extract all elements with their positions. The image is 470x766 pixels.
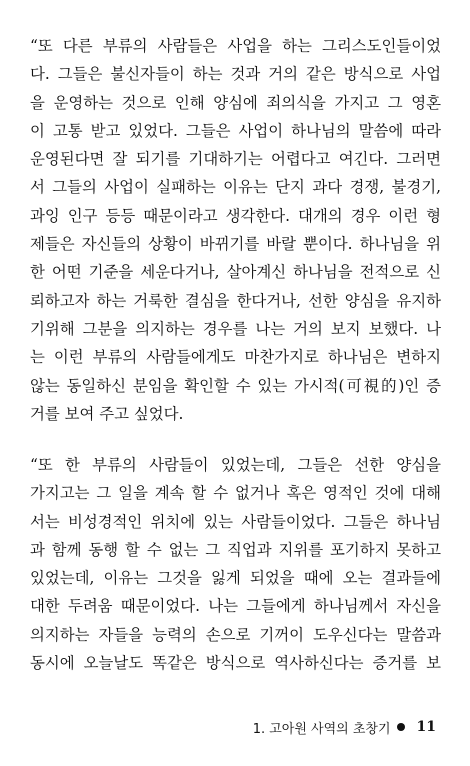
text-line: 제들은 자신들의 상황이 바뀌기를 바랄 뿐이다. 하나님을 위	[30, 235, 441, 254]
text-line: 가지고는 그 일을 계속 할 수 없거나 혹은 영적인 것에 대해	[30, 484, 441, 503]
page-footer	[253, 716, 436, 738]
text-line: 서 그들의 사업이 실패하는 이유는 단지 과다 경쟁, 불경기,	[30, 178, 441, 197]
text-line: 대한 두려움 때문이었다. 나는 그들에게 하나님께서 자신을	[30, 597, 441, 616]
bullet-icon	[397, 723, 405, 731]
text-line: 이 고통 받고 있었다. 그들은 사업이 하나님의 말씀에 따라	[30, 121, 441, 140]
text-line: 않는 동일하신 분임을 확인할 수 있는 가시적(可視的)인 증	[30, 376, 441, 395]
text-line: 한 어떤 기준을 세운다거나, 살아계신 하나님을 전적으로 신	[30, 263, 441, 282]
text-line: 서는 비성경적인 위치에 있는 사람들이었다. 그들은 하나님	[30, 512, 441, 531]
text-line: “또 다른 부류의 사람들은 사업을 하는 그리스도인들이었	[30, 37, 441, 55]
text-line: 과잉 인구 등등 때문이라고 생각한다. 대개의 경우 이런 형	[30, 206, 441, 225]
paragraph-1	[30, 32, 441, 428]
text-line: “또 한 부류의 사람들이 있었는데, 그들은 선한 양심을	[30, 456, 441, 474]
text-line: 다. 그들은 불신자들이 하는 것과 거의 같은 방식으로 사업	[30, 65, 441, 84]
text-line: 는 이런 부류의 사람들에게도 마찬가지로 하나님은 변하지	[30, 348, 441, 367]
text-line: 기위해 그분을 의지하는 경우를 나는 거의 보지 보했다. 나	[30, 319, 441, 338]
text-line: 거를 보여 주고 싶었다.	[30, 404, 184, 423]
text-line: 과 함께 동행 할 수 없는 그 직업과 지위를 포기하지 못하고	[30, 540, 441, 559]
chapter-title: 1. 고아원 사역의 초창기	[252, 721, 391, 737]
text-line: 운영된다면 잘 되기를 기대하기는 어렵다고 여긴다. 그러면	[30, 150, 441, 169]
text-line: 있었는데, 이유는 그것을 잃게 되었을 때에 오는 결과들에	[30, 569, 441, 588]
text-line: 뢰하고자 하는 거룩한 결심을 한다거나, 선한 양심을 유지하	[30, 291, 441, 310]
text-line: 동시에 오늘날도 똑같은 방식으로 역사하신다는 증거를 보	[30, 654, 441, 673]
page-number: 11	[416, 719, 436, 735]
text-line: 을 운영하는 것으로 인해 양심에 죄의식을 가지고 그 영혼	[30, 93, 441, 112]
text-line: 의지하는 자들을 능력의 손으로 기꺼이 도우신다는 말씀과	[30, 625, 441, 644]
paragraph-2	[30, 451, 441, 677]
